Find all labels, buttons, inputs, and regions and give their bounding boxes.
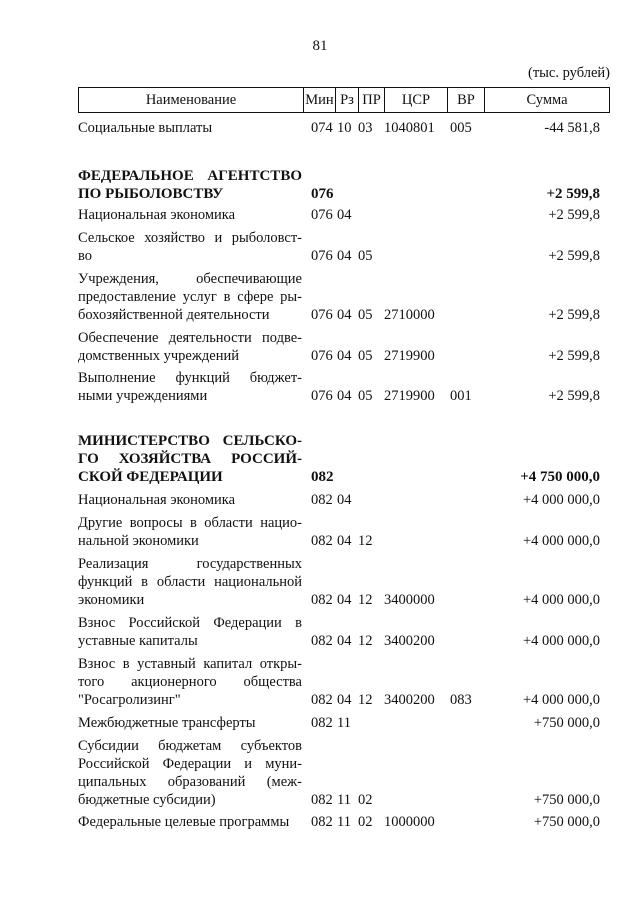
row-sum: +2 599,8	[548, 388, 600, 404]
row-rz: 04	[337, 348, 352, 364]
units-label: (тыс. рублей)	[528, 65, 610, 81]
row-sum: +4 000 000,0	[522, 692, 600, 708]
row-pr: 05	[358, 388, 373, 404]
table-row	[78, 813, 610, 831]
header-vr: ВР	[447, 88, 484, 112]
row-name-line: Межбюджетные трансферты	[78, 715, 256, 731]
row-name-line: ПО РЫБОЛОВСТВУ	[78, 186, 224, 202]
row-pr: 12	[358, 692, 373, 708]
row-pr: 05	[358, 248, 373, 264]
row-rz: 10	[337, 120, 352, 136]
row-name	[78, 167, 302, 203]
row-name-line: нальной экономики	[78, 533, 199, 549]
table-row	[78, 491, 610, 509]
row-name	[78, 714, 302, 732]
row-name-line: Реализация государственных	[78, 556, 302, 572]
row-name-line: бюджетные субсидии)	[78, 792, 216, 808]
row-name	[78, 329, 302, 365]
row-pr: 02	[358, 814, 373, 830]
row-name	[78, 206, 302, 224]
row-name-line: того акционерного общества	[78, 674, 302, 690]
table-row	[78, 369, 610, 405]
row-name	[78, 369, 302, 405]
row-min: 082	[311, 533, 333, 549]
row-name	[78, 614, 302, 650]
row-min: 076	[311, 307, 333, 323]
row-pr: 12	[358, 533, 373, 549]
row-rz: 11	[337, 792, 351, 808]
table-row	[78, 119, 610, 137]
row-name	[78, 737, 302, 809]
row-pr: 05	[358, 307, 373, 323]
table-row	[78, 229, 610, 265]
row-sum: +2 599,8	[548, 348, 600, 364]
row-name	[78, 432, 302, 486]
row-vr: 005	[450, 120, 472, 136]
section-row	[78, 167, 610, 203]
table-row	[78, 614, 610, 650]
row-sum: +2 599,8	[548, 307, 600, 323]
row-rz: 04	[337, 207, 352, 223]
section-row	[78, 432, 610, 486]
row-sum: +4 750 000,0	[520, 469, 600, 485]
header-rz: Рз	[335, 88, 358, 112]
table-row	[78, 555, 610, 609]
row-rz: 11	[337, 814, 351, 830]
row-name	[78, 655, 302, 709]
row-name-line: уставные капиталы	[78, 633, 198, 649]
row-sum: -44 581,8	[544, 120, 600, 136]
row-name-line: Сельское хозяйство и рыболовст-	[78, 230, 302, 246]
row-csr: 1000000	[384, 814, 435, 830]
row-rz: 04	[337, 692, 352, 708]
row-name-line: Взнос Российской Федерации в	[78, 615, 302, 631]
row-name-line: "Росагролизинг"	[78, 692, 181, 708]
row-min: 082	[311, 492, 333, 508]
row-sum: +4 000 000,0	[522, 633, 600, 649]
row-pr: 12	[358, 633, 373, 649]
row-min: 082	[311, 592, 333, 608]
row-vr: 001	[450, 388, 472, 404]
row-pr: 05	[358, 348, 373, 364]
table-row	[78, 270, 610, 324]
row-sum: +750 000,0	[533, 814, 600, 830]
row-name-line: бохозяйственной деятельности	[78, 307, 270, 323]
row-name-line: экономики	[78, 592, 145, 608]
row-pr: 02	[358, 792, 373, 808]
row-name	[78, 813, 302, 831]
row-rz: 04	[337, 307, 352, 323]
row-rz: 04	[337, 633, 352, 649]
header-csr: ЦСР	[384, 88, 447, 112]
row-pr: 03	[358, 120, 373, 136]
header-min: Мин	[303, 88, 335, 112]
row-name-line: Обеспечение деятельности подве-	[78, 330, 302, 346]
header-pr: ПР	[358, 88, 384, 112]
row-name-line: Национальная экономика	[78, 207, 236, 223]
row-csr: 2710000	[384, 307, 435, 323]
table-row	[78, 714, 610, 732]
row-sum: +750 000,0	[533, 715, 600, 731]
row-rz: 11	[337, 715, 351, 731]
row-name-line: предоставление услуг в сфере ры-	[78, 289, 302, 305]
row-sum: +2 599,8	[548, 248, 600, 264]
row-min: 082	[311, 715, 333, 731]
row-name	[78, 555, 302, 609]
table-row	[78, 655, 610, 709]
table-row	[78, 206, 610, 224]
row-csr: 3400200	[384, 633, 435, 649]
row-min: 082	[311, 792, 333, 808]
table-row	[78, 514, 610, 550]
row-min: 076	[311, 186, 334, 202]
row-sum: +750 000,0	[533, 792, 600, 808]
page-number: 81	[312, 38, 328, 54]
row-rz: 04	[337, 248, 352, 264]
row-min: 082	[311, 814, 333, 830]
row-sum: +4 000 000,0	[522, 492, 600, 508]
row-name	[78, 229, 302, 265]
row-rz: 04	[337, 533, 352, 549]
row-rz: 04	[337, 592, 352, 608]
row-sum: +2 599,8	[546, 186, 600, 202]
row-name-line: ными учреждениями	[78, 388, 208, 404]
row-csr: 2719900	[384, 388, 435, 404]
row-name-line: функций в области национальной	[78, 574, 302, 590]
row-rz: 04	[337, 388, 352, 404]
row-sum: +2 599,8	[548, 207, 600, 223]
row-name-line: Взнос в уставный капитал откры-	[78, 656, 302, 672]
row-sum: +4 000 000,0	[522, 533, 600, 549]
row-name-line: Национальная экономика	[78, 492, 236, 508]
row-name-line: Учреждения, обеспечивающие	[78, 271, 302, 287]
row-min: 076	[311, 388, 333, 404]
row-name-line: Федеральные целевые программы	[78, 814, 290, 830]
row-name-line: СКОЙ ФЕДЕРАЦИИ	[78, 469, 223, 485]
row-min: 076	[311, 348, 333, 364]
row-min: 076	[311, 207, 333, 223]
row-name-line: ципальных образований (меж-	[78, 774, 302, 790]
row-name	[78, 270, 302, 324]
table-header	[78, 87, 610, 113]
row-name-line: Субсидии бюджетам субъектов	[78, 738, 302, 754]
row-name-line: МИНИСТЕРСТВО СЕЛЬСКО-	[78, 433, 302, 449]
row-min: 082	[311, 692, 333, 708]
row-pr: 12	[358, 592, 373, 608]
table-row	[78, 737, 610, 809]
row-name-line: ГО ХОЗЯЙСТВА РОССИЙ-	[78, 451, 302, 467]
row-rz: 04	[337, 492, 352, 508]
row-name-line: Выполнение функций бюджет-	[78, 370, 302, 386]
row-name-line: во	[78, 248, 92, 264]
row-name-line: Российской Федерации и муни-	[78, 756, 302, 772]
row-name	[78, 491, 302, 509]
row-csr: 1040801	[384, 120, 435, 136]
row-csr: 3400000	[384, 592, 435, 608]
row-sum: +4 000 000,0	[522, 592, 600, 608]
row-min: 076	[311, 248, 333, 264]
row-min: 082	[311, 633, 333, 649]
row-name	[78, 119, 302, 137]
row-csr: 3400200	[384, 692, 435, 708]
row-name	[78, 514, 302, 550]
row-name-line: Социальные выплаты	[78, 120, 213, 136]
row-min: 074	[311, 120, 333, 136]
header-name: Наименование	[145, 92, 237, 108]
row-min: 082	[311, 469, 334, 485]
row-name-line: домственных учреждений	[78, 348, 239, 364]
table-row	[78, 329, 610, 365]
row-csr: 2719900	[384, 348, 435, 364]
row-vr: 083	[450, 692, 472, 708]
row-name-line: ФЕДЕРАЛЬНОЕ АГЕНТСТВО	[78, 168, 302, 184]
header-sum: Сумма	[484, 88, 609, 112]
row-name-line: Другие вопросы в области нацио-	[78, 515, 302, 531]
